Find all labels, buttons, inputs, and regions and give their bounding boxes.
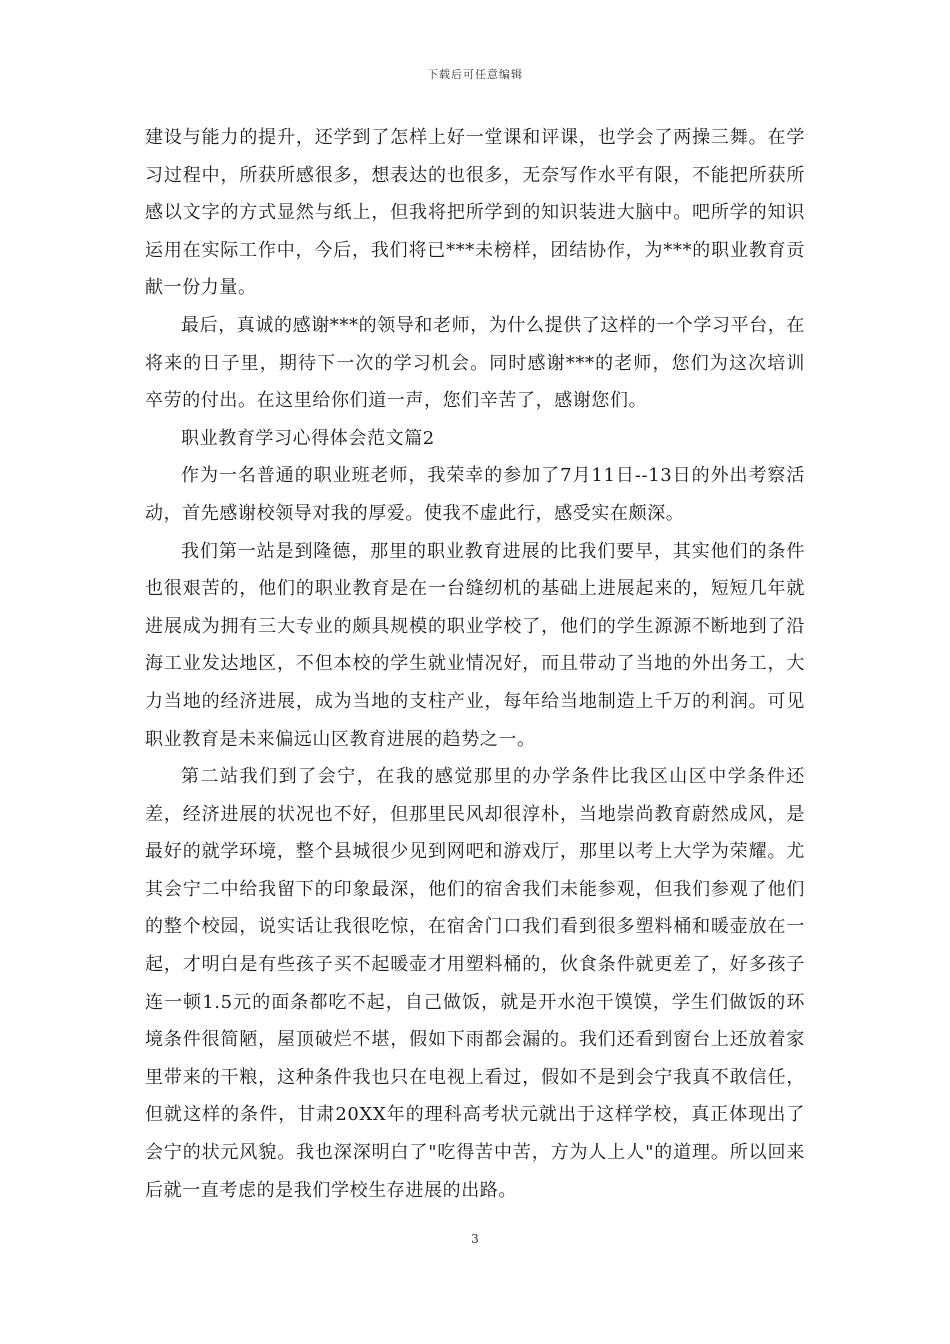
section-heading: 职业教育学习心得体会范文篇2	[181, 427, 435, 449]
page-header: 下载后可任意编辑	[427, 68, 523, 81]
document-body	[145, 119, 805, 1209]
body-paragraph: 作为一名普通的职业班老师，我荣幸的参加了7月11日--13日的外出考察活动，首先感谢校领导对我的厚爱。使我不虚此行，感受实在颇深。	[145, 465, 805, 524]
body-paragraph: 第二站我们到了会宁，在我的感觉那里的办学条件比我区山区中学条件还差，经济进展的状况也不好，但那里民风却很淳朴，当地崇尚教育蔚然成风，是最好的就学环境，整个县城很少见到网吧和游戏厅，那里以考上大学为荣耀。尤其会宁二中给我留下的印象最深，他们的宿舍我们未能参观，但我们参观了他们的整个校园，说实话让我很吃惊，在宿舍门口我们看到很多塑料桶和暖壶放在一起，才明白是有些孩子买不起暖壶才用塑料桶的，伙食条件就更差了，好多孩子连一顿1.5元的面条都吃不起，自己做饭，就是开水泡干馍馍，学生们做饭的环境条件很简陋，屋顶破烂不堪，假如下雨都会漏的。我们还看到窗台上还放着家里带来的干粮，这种条件我也只在电视上看过，假如不是到会宁我真不敢信任， 但就这样的条件，甘肃20XX年的理科高考状元就出于这样学校，真正体现出了会宁的状元风貌。我也深深明白了"吃得苦中苦，方为人上人"的道理。所以回来后就一直考虑的是我们学校生存进展的出路。	[145, 766, 805, 1201]
body-paragraph: 建设与能力的提升，还学到了怎样上好一堂课和评课，也学会了两操三舞。在学习过程中，所获所感很多，想表达的也很多，无奈写作水平有限，不能把所获所感以文字的方式显然与纸上，但我将把所学到的知识装进大脑中。吧所学的知识运用在实际工作中，今后，我们将已***未榜样，团结协作，为***的职业教育贡献一份力量。	[145, 127, 805, 299]
body-paragraph: 我们第一站是到隆德，那里的职业教育进展的比我们要早，其实他们的条件也很艰苦的，他们的职业教育是在一台缝纫机的基础上进展起来的，短短几年就进展成为拥有三大专业的颇具规模的职业学校了，他们的学生源源不断地到了沿海工业发达地区，不但本校的学生就业情况好，而且带动了当地的外出务工，大力当地的经济进展，成为当地的支柱产业，每年给当地制造上千万的利润。可见职业教育是未来偏远山区教育进展的趋势之一。	[145, 540, 805, 750]
body-paragraph: 最后，真诚的感谢***的领导和老师，为什么提供了这样的一个学习平台，在将来的日子里，期待下一次的学习机会。同时感谢***的老师，您们为这次培训卒劳的付出。在这里给你们道一声，您们辛苦了，感谢您们。	[145, 314, 805, 412]
page-number: 3	[471, 1232, 479, 1246]
